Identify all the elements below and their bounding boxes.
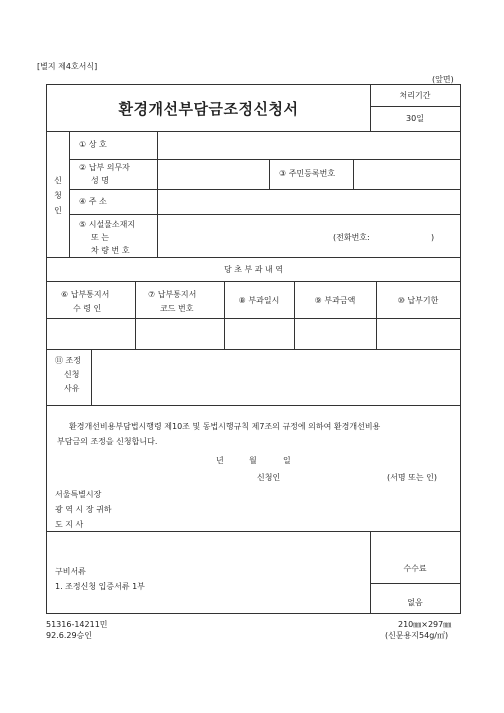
facility-location-label-2: 또 는 bbox=[91, 233, 109, 242]
reason-label-1: ⑪ 조정 bbox=[55, 356, 81, 365]
applicant-section-label-2: 청 bbox=[54, 191, 62, 200]
facility-location-label-3: 차 량 번 호 bbox=[91, 246, 130, 255]
levy-col-notice-code-2: 코드 번호 bbox=[160, 304, 194, 313]
processing-period-label: 처리기간 bbox=[399, 91, 431, 100]
fee-value: 없음 bbox=[407, 598, 423, 607]
payer-name-label-1: ② 납부 의무자 bbox=[79, 163, 130, 172]
form-title: 환경개선부담금조정신청서 bbox=[118, 100, 299, 118]
date-month-label: 월 bbox=[249, 456, 257, 465]
paper-size: 210㎜×297㎜ bbox=[398, 620, 452, 629]
address-label: ④ 주 소 bbox=[79, 197, 107, 206]
required-documents-title: 구비서류 bbox=[55, 567, 86, 576]
payer-name-field[interactable] bbox=[158, 160, 269, 189]
addressee-line-1: 서울특별시장 bbox=[55, 490, 102, 499]
address-field[interactable] bbox=[158, 190, 460, 214]
form-frame bbox=[46, 84, 461, 614]
business-name-field[interactable] bbox=[158, 132, 460, 159]
applicant-sign-label: 신청인 bbox=[257, 473, 281, 482]
business-name-label: ① 상 호 bbox=[79, 140, 107, 149]
addressee-line-2: 광 역 시 장 귀하 bbox=[55, 505, 112, 514]
levy-amount-field[interactable] bbox=[295, 319, 376, 349]
levy-col-notice-recipient-1: ⑥ 납부통지서 bbox=[61, 290, 110, 299]
fee-label: 수수료 bbox=[403, 564, 427, 573]
side-label: (앞면) bbox=[432, 75, 454, 84]
payer-name-label-2: 성 명 bbox=[91, 176, 109, 185]
required-documents-item: 1. 조정신청 입증서류 1부 bbox=[55, 582, 145, 591]
statement-line-2: 부담금의 조정을 신청합니다. bbox=[57, 437, 158, 446]
reason-label-3: 사유 bbox=[64, 384, 80, 393]
levy-date-field[interactable] bbox=[225, 319, 294, 349]
form-code: 51316-14211민 bbox=[46, 620, 108, 629]
levy-col-levy-date: ⑧ 부과일시 bbox=[238, 296, 280, 305]
levy-section-title: 당 초 부 과 내 역 bbox=[223, 265, 284, 274]
facility-location-label-1: ⑤ 시설물소재지 bbox=[79, 220, 136, 229]
phone-label: (전화번호: bbox=[333, 233, 370, 242]
date-year-label: 년 bbox=[216, 456, 224, 465]
addressee-line-3: 도 지 사 bbox=[55, 520, 84, 529]
resident-number-field[interactable] bbox=[354, 160, 460, 189]
form-reference: [별지 제4호서식] bbox=[37, 62, 98, 71]
phone-close-paren: ) bbox=[431, 233, 435, 242]
paper-type: (신문용지54g/㎡) bbox=[385, 631, 449, 640]
reason-field[interactable] bbox=[92, 350, 460, 405]
levy-col-levy-amount: ⑨ 부과금액 bbox=[314, 296, 356, 305]
applicant-section-label-3: 인 bbox=[54, 206, 62, 215]
resident-number-label: ③ 주민등록번호 bbox=[279, 169, 336, 178]
levy-col-notice-recipient-2: 수 령 인 bbox=[73, 304, 102, 313]
facility-location-field[interactable] bbox=[158, 215, 460, 257]
levy-due-date-field[interactable] bbox=[377, 319, 460, 349]
reason-label-2: 신청 bbox=[64, 370, 80, 379]
levy-recipient-field[interactable] bbox=[47, 319, 135, 349]
levy-col-due-date: ⑩ 납부기한 bbox=[397, 296, 439, 305]
date-day-label: 일 bbox=[283, 456, 291, 465]
levy-code-field[interactable] bbox=[136, 319, 224, 349]
levy-col-notice-code-1: ⑦ 납부통지서 bbox=[148, 290, 197, 299]
processing-period-value: 30일 bbox=[406, 114, 424, 123]
approval-date: 92.6.29승인 bbox=[46, 631, 92, 640]
signature-label: (서명 또는 인) bbox=[387, 473, 437, 482]
applicant-section-label-1: 신 bbox=[54, 176, 62, 185]
statement-line-1: 환경개선비용부담법시행령 제10조 및 동법시행규칙 제7조의 규정에 의하여 환경개선비용 bbox=[69, 422, 381, 431]
